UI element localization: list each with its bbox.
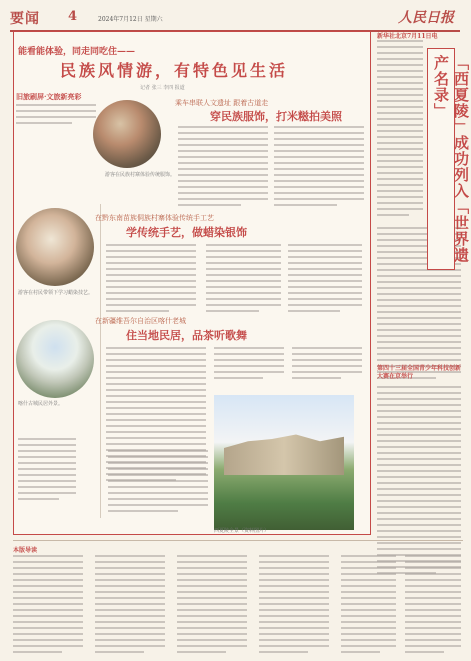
left-intro-box bbox=[16, 92, 100, 132]
index-title: 本版导读 bbox=[13, 547, 38, 554]
story-byline: 记者 张三 李四 报道 bbox=[140, 85, 185, 91]
section-subhead: 在黔东南苗族侗族村寨体验传统手工艺 bbox=[95, 214, 214, 222]
photo-costume bbox=[93, 100, 161, 168]
bottom-index bbox=[13, 540, 463, 656]
photo-caption: 喀什古城民居外景。 bbox=[18, 401, 64, 407]
section-subhead: 乘车串联人文遗址 跟着古道走 bbox=[175, 99, 269, 107]
dateline: 2024年7月12日 星期六 bbox=[98, 16, 163, 23]
photo-caption: 游客在民族村寨体验传统服饰。 bbox=[105, 172, 176, 178]
vertical-headline: 「西夏陵」成功列入「世界遗产名录」 bbox=[427, 48, 455, 270]
section-title: 要闻 bbox=[10, 11, 40, 27]
photo-caption: 游客在村民带领下学习蜡染技艺。 bbox=[18, 290, 94, 296]
brand-logo: 人民日报 bbox=[398, 10, 454, 26]
photo-xixia-landscape bbox=[214, 395, 354, 530]
photo-caption: 西夏陵全景（资料图片） bbox=[214, 528, 270, 534]
section-headline: 穿民族服饰，打米糍拍美照 bbox=[210, 110, 342, 123]
section-subhead: 在新疆维吾尔自治区喀什老城 bbox=[95, 317, 186, 325]
section-headline: 学传统手艺，做蜡染银饰 bbox=[126, 226, 247, 239]
story-headline: 民族风情游，有特色见生活 bbox=[60, 61, 289, 80]
photo-kashgar bbox=[16, 320, 94, 398]
photo-batik bbox=[16, 208, 94, 286]
side-head: 新华社北京7月11日电 bbox=[377, 33, 438, 40]
side-headline: 第四十三届全国青少年科技创新大赛在京举行 bbox=[377, 365, 462, 380]
story-kicker: 能看能体验，同走同吃住—— bbox=[18, 47, 136, 57]
left-kicker: 旧旅刷屏·文旅新亮彩 bbox=[16, 92, 82, 101]
page-number: 4 bbox=[68, 9, 78, 24]
section-headline: 住当地民居，品茶听歌舞 bbox=[126, 329, 247, 342]
masthead bbox=[10, 6, 460, 32]
